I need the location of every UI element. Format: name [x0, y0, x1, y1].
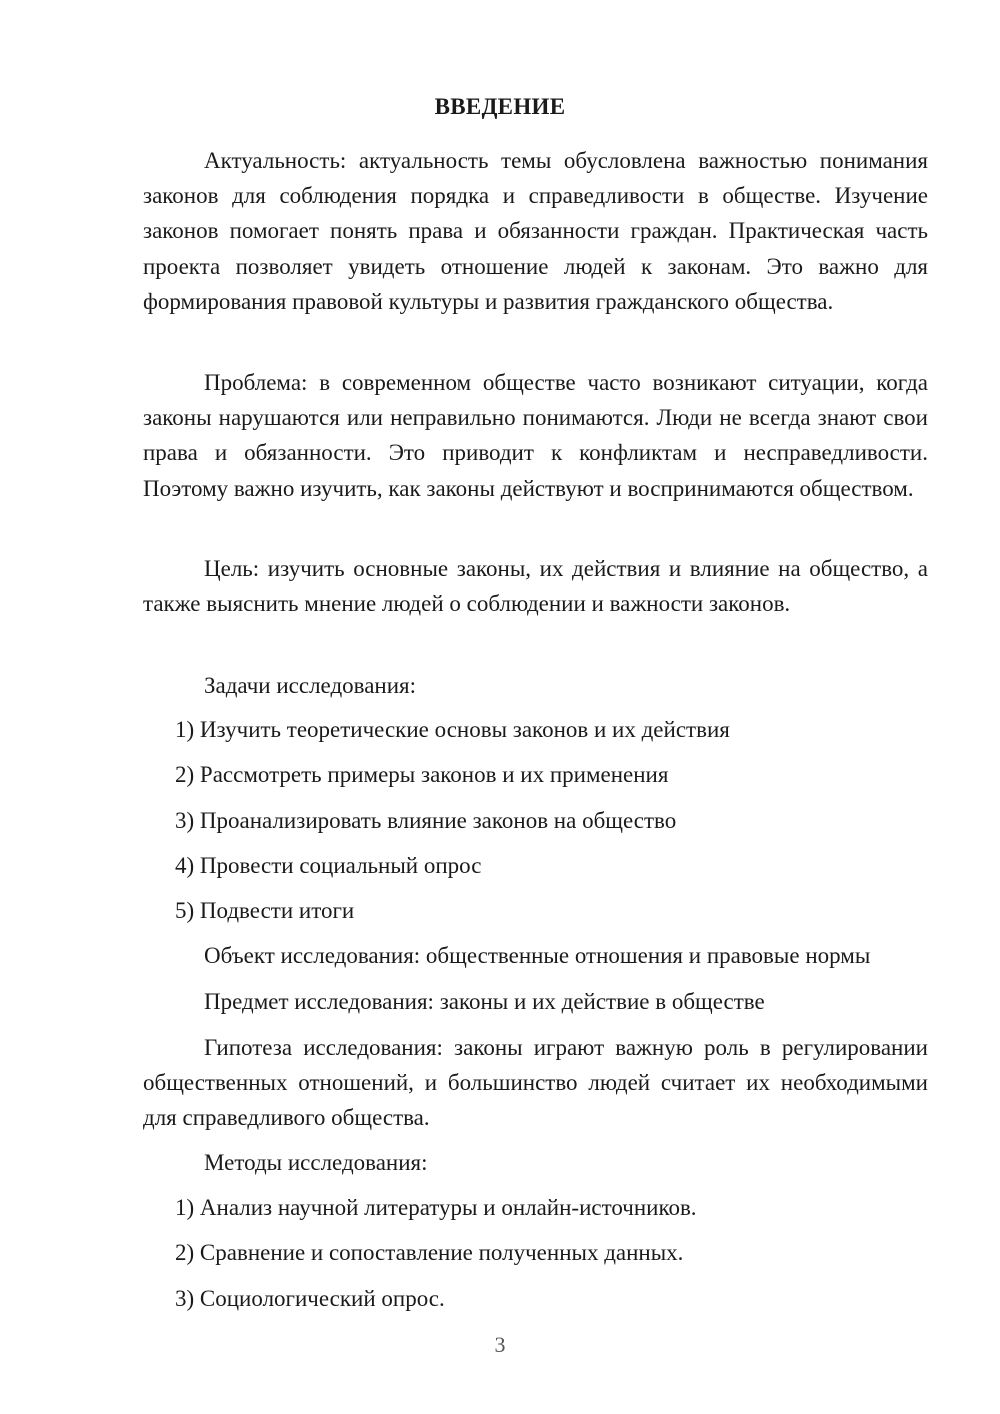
- method-item-3: 3) Социологический опрос.: [175, 1286, 445, 1311]
- task-item-3: 3) Проанализировать влияние законов на общество: [175, 808, 677, 833]
- task-item-5: 5) Подвести итоги: [175, 898, 355, 923]
- task-item-1: 1) Изучить теоретические основы законов и их действия: [175, 717, 730, 742]
- research-subject: Предмет исследования: законы и их действие в обществе: [204, 989, 765, 1014]
- task-item-2: 2) Рассмотреть примеры законов и их применения: [175, 762, 669, 787]
- paragraph-hypothesis: Гипотеза исследования: законы играют важную роль в регулировании общественных отношений, и большинство людей считает их необходимыми для справедливого общества.: [143, 1035, 928, 1131]
- paragraph-problem: Проблема: в современном обществе часто возникают ситуации, когда законы нарушаются или неправильно понимаются. Люди не всегда знают свои права и обязанности. Это приводит к конфликтам и несправедливости. Поэтому важно изучить, как законы действуют и воспринимаются обществом.: [143, 370, 928, 501]
- tasks-heading: Задачи исследования:: [204, 673, 417, 698]
- task-item-4: 4) Провести социальный опрос: [175, 853, 482, 878]
- method-item-2: 2) Сравнение и сопоставление полученных данных.: [175, 1240, 684, 1265]
- page-number: 3: [494, 1332, 506, 1357]
- paragraph-goal: Цель: изучить основные законы, их действия и влияние на общество, а также выяснить мнение людей о соблюдении и важности законов.: [143, 556, 928, 617]
- paragraph-relevance: Актуальность: актуальность темы обусловлена важностью понимания законов для соблюдения порядка и справедливости в обществе. Изучение законов помогает понять права и обязанности граждан. Практическая часть проекта позволяет увидеть отношение людей к законам. Это важно для формирования правовой культуры и развития гражданского общества.: [143, 148, 928, 314]
- method-item-1: 1) Анализ научной литературы и онлайн-источников.: [175, 1195, 697, 1220]
- page-title: ВВЕДЕНИЕ: [434, 94, 566, 119]
- research-object: Объект исследования: общественные отношения и правовые нормы: [204, 943, 871, 968]
- methods-heading: Методы исследования:: [204, 1150, 428, 1175]
